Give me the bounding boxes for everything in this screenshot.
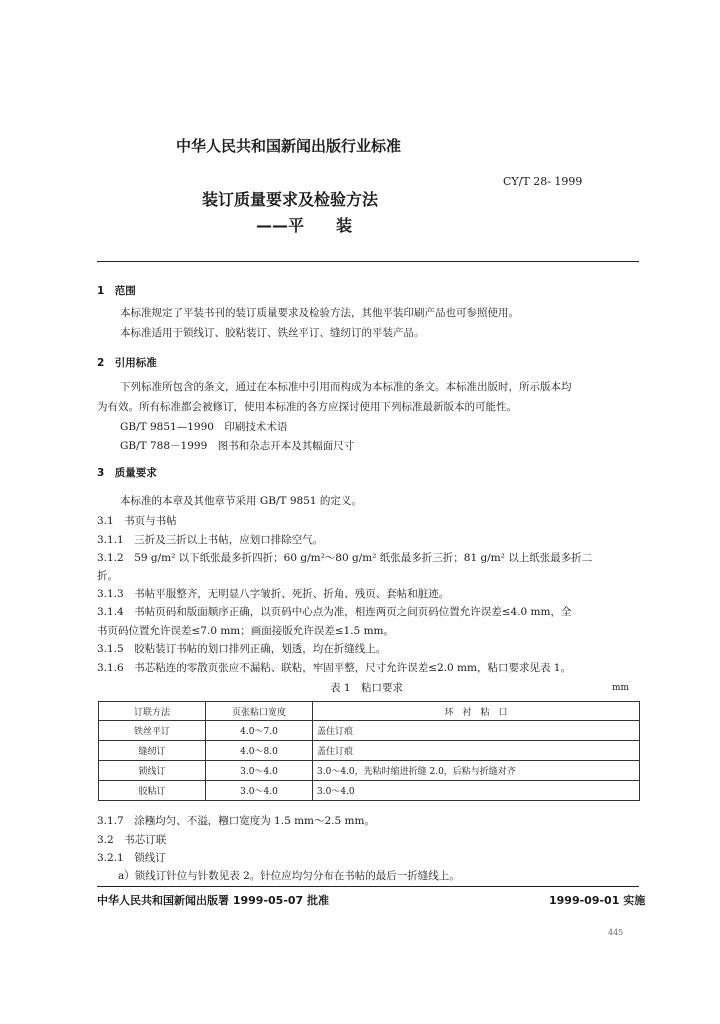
header-rule (97, 261, 639, 262)
reference-1: GB/T 9851—1990 印刷技术术语 (120, 421, 288, 433)
section-2-para-line-2: 为有效。所有标准都会被修订，使用本标准的各方应探讨使用下列标准最新版本的可能性。 (97, 401, 517, 413)
clause-3-1-4-line-1: 3.1.4 书帖页码和版面顺序正确，以页码中心点为准，相连两页之间页码位置允许误差≤4.0 mm，全 (97, 606, 572, 618)
section-2-para-line-1: 下列标准所包含的条文，通过在本标准中引用而构成为本标准的条文。本标准出版时，所示版本均 (120, 381, 572, 393)
section-2-heading: 2 引用标准 (97, 357, 157, 369)
table-unit: mm (612, 683, 630, 693)
table-cell-endpaper: 盖住订痕 (313, 741, 640, 761)
doc-subtitle: ——平 装 (256, 216, 353, 235)
clause-3-1-3: 3.1.3 书帖平服整齐，无明显八字皱折、死折、折角、残页、套帖和脏迹。 (97, 588, 450, 600)
table-row (99, 781, 640, 801)
clause-3-1-5: 3.1.5 胶粘装订书帖的划口排列正确，划透，均在折缝线上。 (97, 643, 387, 655)
section-1-para-1: 本标准规定了平装书刊的装订质量要求及检验方法，其他平装印刷产品也可参照使用。 (120, 307, 519, 319)
section-3-intro: 本标准的本章及其他章节采用 GB/T 9851 的定义。 (120, 495, 362, 507)
section-1-para-2: 本标准适用于锁线订、胶粘装订、铁丝平订、缝纫订的平装产品。 (120, 327, 425, 339)
table-cell-method: 胶粘订 (99, 781, 206, 801)
table-header-cell: 订联方法 (99, 702, 206, 721)
table-row (99, 761, 640, 781)
table-cell-width: 4.0～8.0 (206, 741, 313, 761)
reference-2: GB/T 788－1999 图书和杂志开本及其幅面尺寸 (120, 440, 355, 452)
table-header-cell: 页张粘口宽度 (206, 702, 313, 721)
clause-3-2-1: 3.2.1 锁线订 (97, 852, 166, 864)
adhesive-requirements-table (98, 701, 640, 801)
standard-code: CY/T 28- 1999 (503, 175, 583, 188)
table-cell-width: 3.0～4.0 (206, 781, 313, 801)
clause-3-1: 3.1 书页与书帖 (97, 515, 177, 527)
clause-3-1-2-line-1: 3.1.2 59 g/m² 以下纸张最多折四折；60 g/m²～80 g/m² 纸张最多折三折；81 g/m² 以上纸张最多折二 (97, 552, 593, 564)
doc-title: 装订质量要求及检验方法 (202, 190, 379, 209)
clause-3-2-1-a: a）锁线订针位与针数见表 2。针位应均匀分布在书帖的最后一折缝线上。 (118, 870, 460, 882)
table-caption: 表 1 粘口要求 (330, 682, 404, 694)
approval-line: 中华人民共和国新闻出版署 1999-05-07 批准 (97, 894, 330, 907)
effective-date: 1999-09-01 实施 (549, 894, 646, 907)
clause-3-1-1: 3.1.1 三折及三折以上书帖，应划口排除空气。 (97, 534, 324, 546)
clause-3-1-6: 3.1.6 书芯粘连的零散页张应不漏粘、联粘，牢固平整，尺寸允许误差≤2.0 mm，粘口要求见表 1。 (97, 662, 571, 674)
page-number: 445 (608, 928, 624, 937)
table-header-cell: 环 衬 粘 口 (313, 702, 640, 721)
table-cell-method: 锁线订 (99, 761, 206, 781)
table-row (99, 741, 640, 761)
table-cell-method: 铁丝平订 (99, 721, 206, 741)
issuing-org: 中华人民共和国新闻出版行业标准 (176, 137, 402, 155)
table-row (99, 721, 640, 741)
clause-3-1-4-line-2: 书页码位置允许误差≤7.0 mm；画面接版允许误差≤1.5 mm。 (97, 625, 394, 637)
table-cell-endpaper: 3.0～4.0 (313, 781, 640, 801)
table-cell-endpaper: 盖住订痕 (313, 721, 640, 741)
table-header-row (99, 702, 640, 721)
clause-3-1-2-line-2: 折。 (97, 570, 118, 582)
table-cell-width: 4.0～7.0 (206, 721, 313, 741)
footer-rule (97, 886, 639, 887)
clause-3-2: 3.2 书芯订联 (97, 834, 167, 846)
table-cell-width: 3.0～4.0 (206, 761, 313, 781)
section-1-heading: 1 范围 (97, 285, 136, 297)
table-cell-method: 缝纫订 (99, 741, 206, 761)
section-3-heading: 3 质量要求 (97, 467, 157, 479)
table-cell-endpaper: 3.0～4.0，先粘时缩进折缝 2.0，后粘与折缝对齐 (313, 761, 640, 781)
clause-3-1-7: 3.1.7 涂糨均匀、不溢，糨口宽度为 1.5 mm～2.5 mm。 (97, 815, 375, 827)
